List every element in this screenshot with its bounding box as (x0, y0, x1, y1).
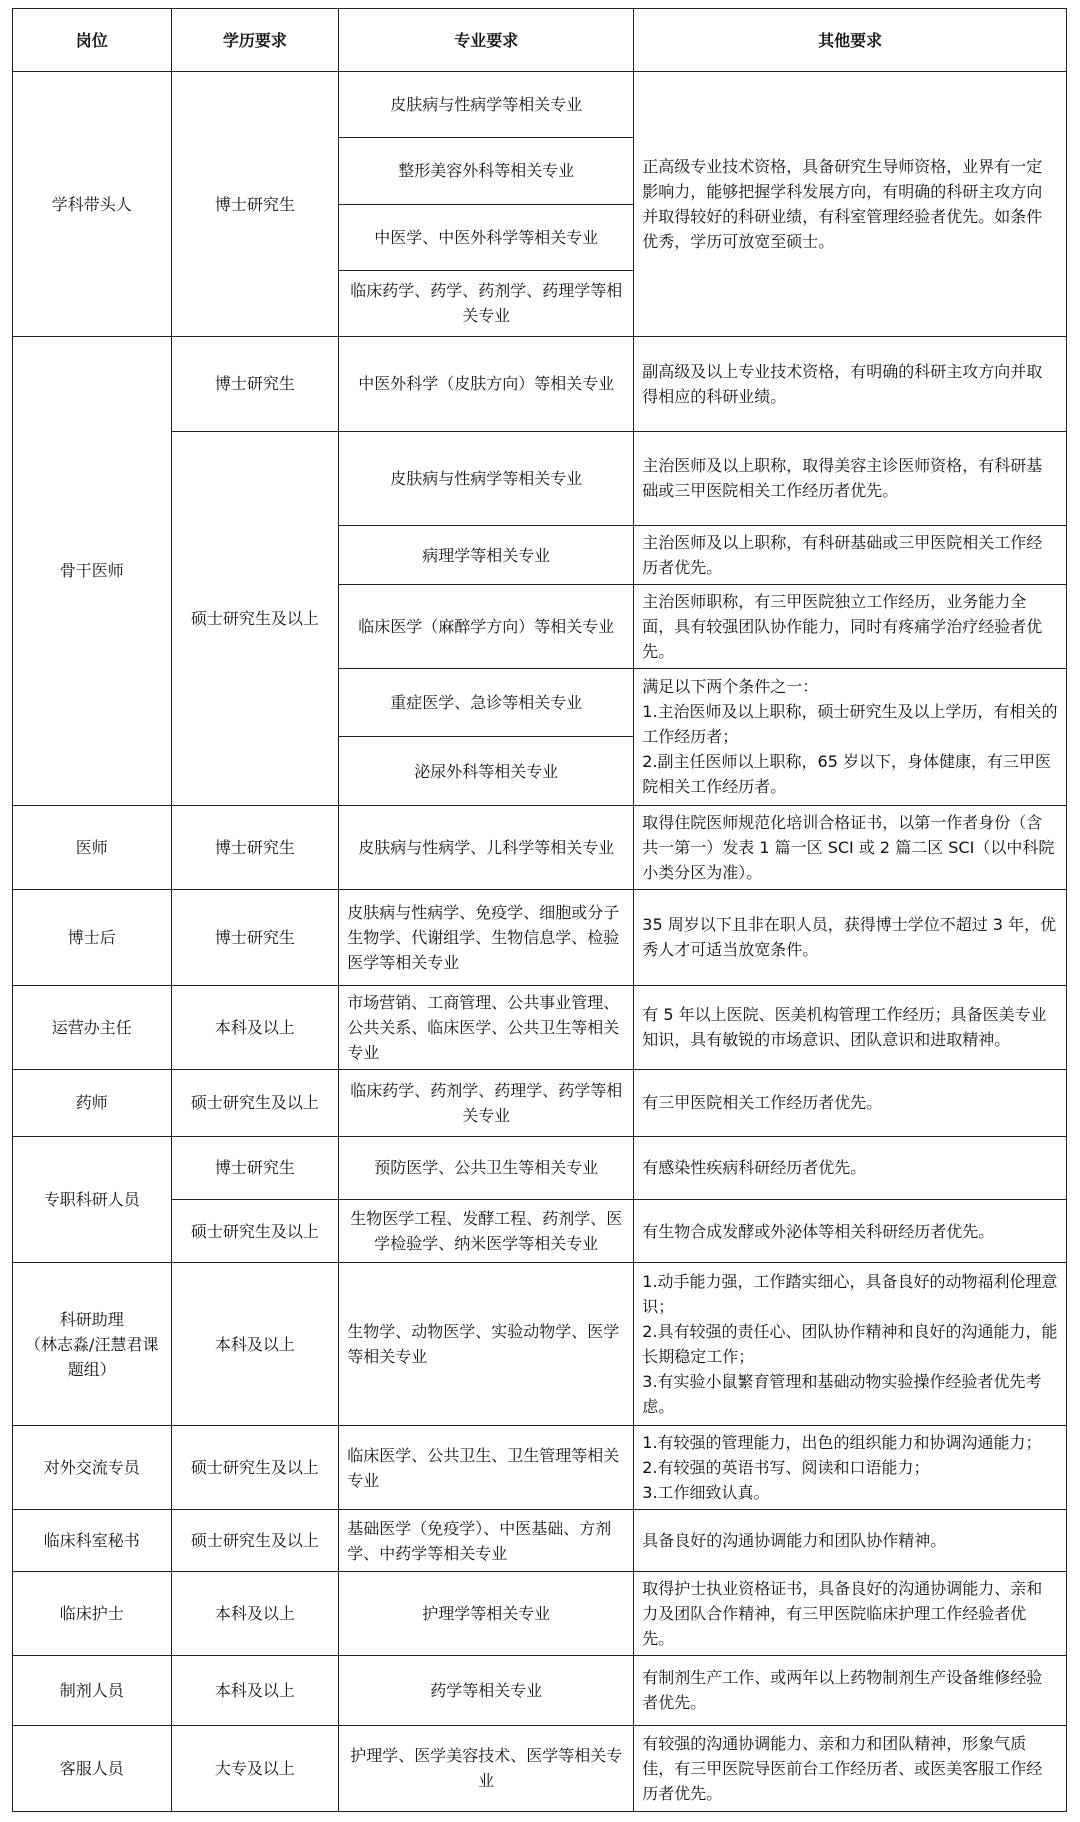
education-cell: 大专及以上 (171, 1725, 339, 1811)
education-cell: 硕士研究生及以上 (171, 1069, 339, 1136)
education-cell: 本科及以上 (171, 1263, 339, 1426)
position-cell: 客服人员 (13, 1725, 172, 1811)
major-cell: 皮肤病与性病学等相关专业 (339, 431, 634, 526)
position-cell: 制剂人员 (13, 1656, 172, 1725)
position-cell: 骨干医师 (13, 336, 172, 805)
other-cell: 具备良好的沟通协调能力和团队协作精神。 (634, 1510, 1067, 1572)
major-cell: 泌尿外科等相关专业 (339, 737, 634, 805)
major-cell: 基础医学（免疫学）、中医基础、方剂学、中药学等相关专业 (339, 1510, 634, 1572)
other-cell: 有 5 年以上医院、医美机构管理工作经历；具备医美专业知识，具有敏锐的市场意识、团队意识和进取精神。 (634, 985, 1067, 1069)
education-cell: 博士研究生 (171, 805, 339, 889)
other-cell: 副高级及以上专业技术资格，有明确的科研主攻方向并取得相应的科研业绩。 (634, 336, 1067, 431)
table-row (13, 1656, 1067, 1725)
other-cell: 1.有较强的管理能力，出色的组织能力和协调沟通能力； 2.有较强的英语书写、阅读和口语能力； 3.工作细致认真。 (634, 1426, 1067, 1510)
major-cell: 生物学、动物医学、实验动物学、医学等相关专业 (339, 1263, 634, 1426)
position-cell: 临床护士 (13, 1572, 172, 1656)
other-cell: 有制剂生产工作、或两年以上药物制剂生产设备维修经验者优先。 (634, 1656, 1067, 1725)
education-cell: 硕士研究生及以上 (171, 1426, 339, 1510)
other-cell: 主治医师及以上职称，有科研基础或三甲医院相关工作经历者优先。 (634, 526, 1067, 585)
other-cell: 主治医师及以上职称，取得美容主诊医师资格，有科研基础或三甲医院相关工作经历者优先。 (634, 431, 1067, 526)
table-row (13, 805, 1067, 889)
table-row (13, 1199, 1067, 1262)
major-cell: 皮肤病与性病学、儿科学等相关专业 (339, 805, 634, 889)
header-education: 学历要求 (171, 9, 339, 72)
other-cell: 满足以下两个条件之一： 1.主治医师及以上职称，硕士研究生及以上学历，有相关的工作经历者； 2.副主任医师以上职称，65 岁以下，身体健康，有三甲医院相关工作经历者。 (634, 669, 1067, 806)
education-cell: 硕士研究生及以上 (171, 431, 339, 805)
major-cell: 整形美容外科等相关专业 (339, 138, 634, 204)
position-cell: 科研助理 （林志淼/汪慧君课题组） (13, 1263, 172, 1426)
table-row (13, 889, 1067, 985)
header-major: 专业要求 (339, 9, 634, 72)
major-cell: 皮肤病与性病学等相关专业 (339, 72, 634, 138)
education-cell: 博士研究生 (171, 72, 339, 337)
table-row (13, 1572, 1067, 1656)
major-cell: 重症医学、急诊等相关专业 (339, 669, 634, 737)
other-cell: 有生物合成发酵或外泌体等相关科研经历者优先。 (634, 1199, 1067, 1262)
table-row (13, 72, 1067, 138)
table-row (13, 1510, 1067, 1572)
education-cell: 本科及以上 (171, 1572, 339, 1656)
other-cell: 取得护士执业资格证书，具备良好的沟通协调能力、亲和力及团队合作精神，有三甲医院临床护理工作经验者优先。 (634, 1572, 1067, 1656)
major-cell: 预防医学、公共卫生等相关专业 (339, 1136, 634, 1199)
major-cell: 临床药学、药剂学、药理学、药学等相关专业 (339, 1069, 634, 1136)
education-cell: 博士研究生 (171, 336, 339, 431)
other-cell: 有三甲医院相关工作经历者优先。 (634, 1069, 1067, 1136)
education-cell: 本科及以上 (171, 985, 339, 1069)
position-cell: 药师 (13, 1069, 172, 1136)
position-cell: 专职科研人员 (13, 1136, 172, 1262)
major-cell: 药学等相关专业 (339, 1656, 634, 1725)
major-cell: 临床医学、公共卫生、卫生管理等相关专业 (339, 1426, 634, 1510)
table-row (13, 336, 1067, 431)
other-cell: 有感染性疾病科研经历者优先。 (634, 1136, 1067, 1199)
major-cell: 病理学等相关专业 (339, 526, 634, 585)
major-cell: 临床医学（麻醉学方向）等相关专业 (339, 585, 634, 669)
position-cell: 对外交流专员 (13, 1426, 172, 1510)
other-cell: 取得住院医师规范化培训合格证书，以第一作者身份（含共一第一）发表 1 篇一区 SCI 或 2 篇二区 SCI（以中科院小类分区为准）。 (634, 805, 1067, 889)
education-cell: 硕士研究生及以上 (171, 1510, 339, 1572)
table-row (13, 985, 1067, 1069)
position-cell: 临床科室秘书 (13, 1510, 172, 1572)
table-row (13, 1725, 1067, 1811)
table-row (13, 431, 1067, 526)
major-cell: 皮肤病与性病学、免疫学、细胞或分子生物学、代谢组学、生物信息学、检验医学等相关专业 (339, 889, 634, 985)
table-row (13, 1069, 1067, 1136)
position-cell: 博士后 (13, 889, 172, 985)
header-other: 其他要求 (634, 9, 1067, 72)
header-position: 岗位 (13, 9, 172, 72)
major-cell: 中医学、中医外科学等相关专业 (339, 204, 634, 270)
other-cell: 1.动手能力强，工作踏实细心，具备良好的动物福利伦理意识； 2.具有较强的责任心、团队协作精神和良好的沟通能力，能长期稳定工作； 3.有实验小鼠繁育管理和基础动物实验操作经验者优先考虑。 (634, 1263, 1067, 1426)
major-cell: 市场营销、工商管理、公共事业管理、公共关系、临床医学、公共卫生等相关专业 (339, 985, 634, 1069)
table-row (13, 1426, 1067, 1510)
other-cell: 正高级专业技术资格，具备研究生导师资格，业界有一定影响力，能够把握学科发展方向，有明确的科研主攻方向并取得较好的科研业绩，有科室管理经验者优先。如条件优秀，学历可放宽至硕士。 (634, 72, 1067, 337)
position-cell: 运营办主任 (13, 985, 172, 1069)
major-cell: 生物医学工程、发酵工程、药剂学、医学检验学、纳米医学等相关专业 (339, 1199, 634, 1262)
position-cell: 医师 (13, 805, 172, 889)
major-cell: 护理学等相关专业 (339, 1572, 634, 1656)
other-cell: 主治医师职称，有三甲医院独立工作经历，业务能力全面，具有较强团队协作能力，同时有疼痛学治疗经验者优先。 (634, 585, 1067, 669)
education-cell: 硕士研究生及以上 (171, 1199, 339, 1262)
table-row (13, 1136, 1067, 1199)
recruitment-table (12, 8, 1067, 1812)
major-cell: 中医外科学（皮肤方向）等相关专业 (339, 336, 634, 431)
major-cell: 临床药学、药学、药剂学、药理学等相关专业 (339, 270, 634, 336)
other-cell: 35 周岁以下且非在职人员，获得博士学位不超过 3 年，优秀人才可适当放宽条件。 (634, 889, 1067, 985)
table-row (13, 1263, 1067, 1426)
education-cell: 博士研究生 (171, 889, 339, 985)
table-header-row (13, 9, 1067, 72)
major-cell: 护理学、医学美容技术、医学等相关专业 (339, 1725, 634, 1811)
education-cell: 博士研究生 (171, 1136, 339, 1199)
position-cell: 学科带头人 (13, 72, 172, 337)
education-cell: 本科及以上 (171, 1656, 339, 1725)
other-cell: 有较强的沟通协调能力、亲和力和团队精神，形象气质佳，有三甲医院导医前台工作经历者、或医美客服工作经历者优先。 (634, 1725, 1067, 1811)
